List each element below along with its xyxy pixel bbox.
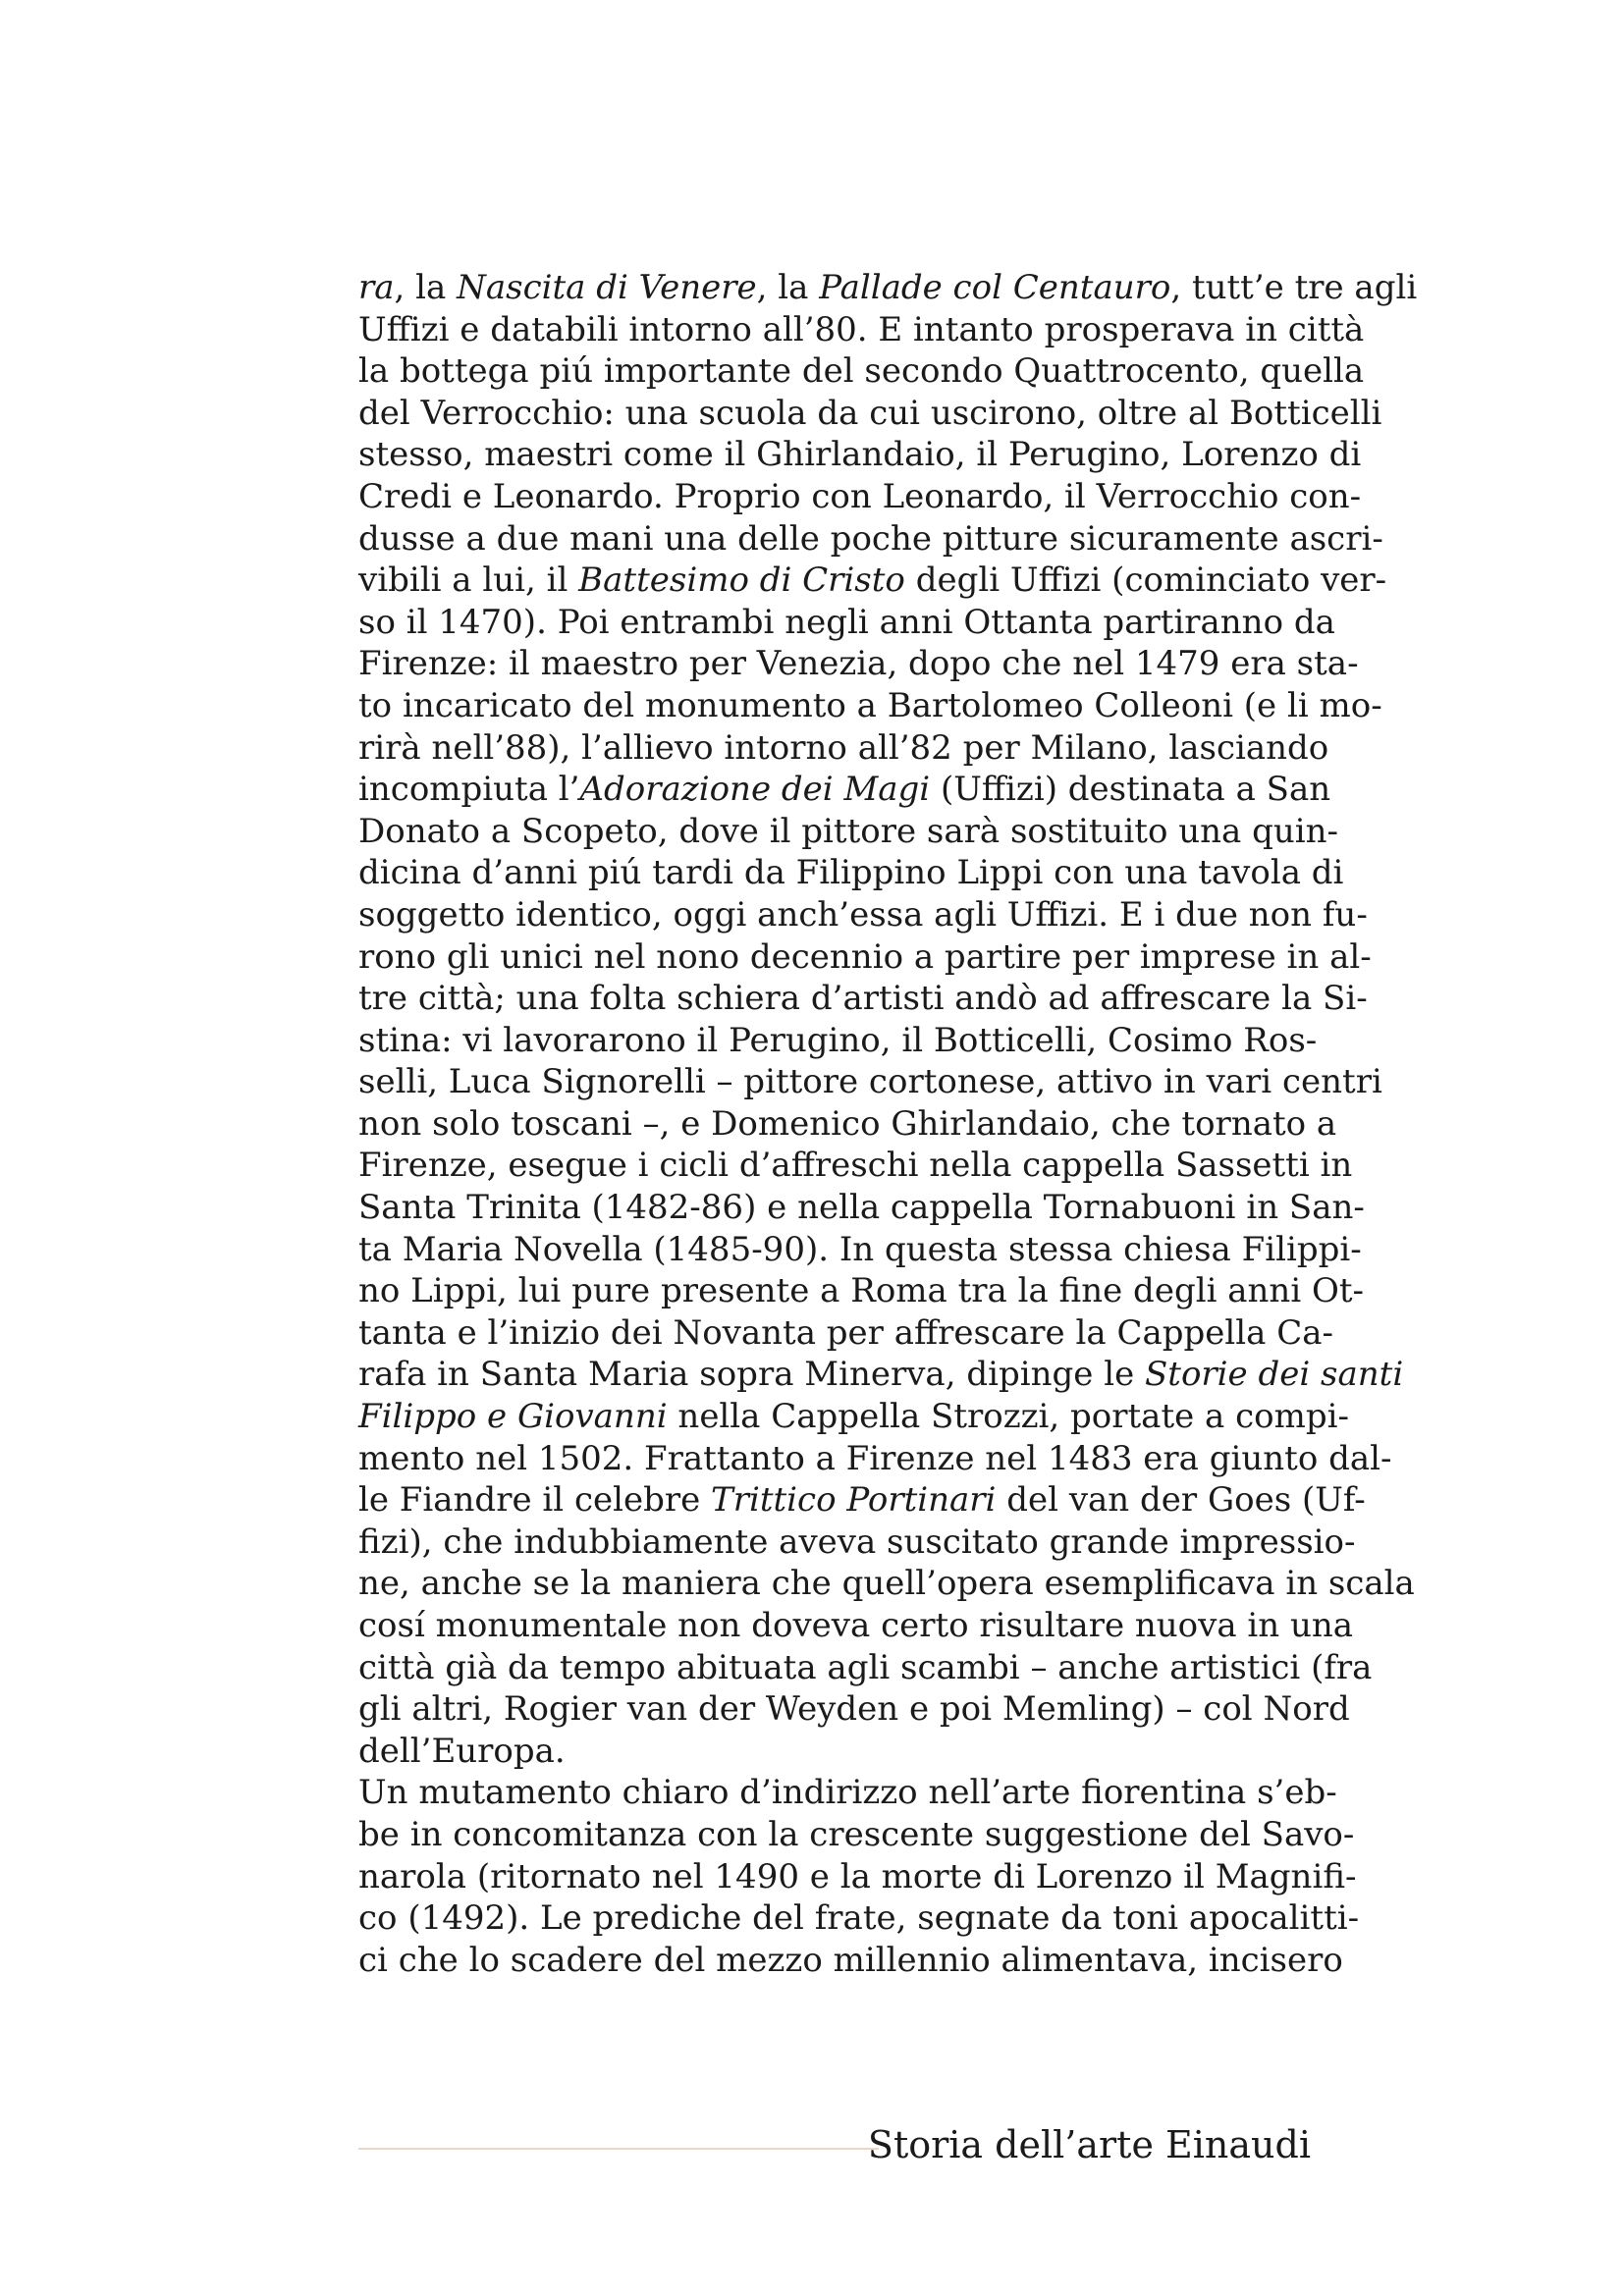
text-line — [358, 1731, 1311, 1773]
text-line — [358, 1438, 1392, 1480]
footer-rule — [358, 2148, 879, 2150]
text-run: gli altri, Rogier van der Weyden e poi Memling) – col Nord — [358, 1689, 1350, 1730]
text-run: rafa in Santa Maria sopra Minerva, dipinge le — [358, 1355, 1145, 1395]
text-run: nella Cappella Strozzi, portate a compi- — [667, 1397, 1349, 1437]
text-run: Firenze: il maestro per Venezia, dopo che nel 1479 era sta- — [358, 644, 1359, 684]
text-line — [358, 434, 1362, 476]
text-line — [358, 1897, 1360, 1940]
text-run: stina: vi lavorarono il Perugino, il Botticelli, Cosimo Ros- — [358, 1020, 1318, 1060]
text-line — [358, 518, 1383, 561]
text-run: del Verrocchio: una scuola da cui uscirono, oltre al Botticelli — [358, 393, 1382, 433]
italic-title: Battesimo di Cristo — [578, 561, 905, 601]
text-line — [358, 1563, 1415, 1605]
text-line — [358, 350, 1365, 393]
text-line — [358, 1354, 1404, 1396]
text-run: cosí monumentale non doveva certo risultare nuova in una — [358, 1606, 1354, 1645]
text-line — [358, 1145, 1353, 1187]
text-line — [358, 643, 1359, 685]
text-line — [358, 1020, 1318, 1062]
italic-title: ra — [358, 268, 395, 307]
text-run: Donato a Scopeto, dove il pittore sarà sostituito una quin- — [358, 811, 1339, 851]
text-line — [358, 309, 1365, 351]
text-line — [358, 393, 1382, 435]
text-line — [358, 852, 1344, 894]
text-run: tanta e l’inizio dei Novanta per affrescare la Cappella Ca- — [358, 1312, 1333, 1353]
text-run: fizi), che indubbiamente aveva suscitato grande impressio- — [358, 1522, 1356, 1562]
text-run: ci che lo scadere del mezzo millennio alimentava, incisero — [358, 1940, 1343, 1980]
text-run: rirà nell’88), l’allievo intorno all’82 per Milano, lasciando — [358, 727, 1329, 768]
text-run: soggetto identico, oggi anch’essa agli Uffizi. E i due non fu- — [358, 894, 1368, 934]
text-line — [358, 1396, 1349, 1438]
text-run: Uffizi e databili intorno all’80. E intanto prosperava in città — [358, 309, 1365, 349]
text-run: dusse a due mani una delle poche pitture sicuramente ascri- — [358, 518, 1383, 559]
text-line — [358, 1647, 1373, 1689]
text-run: ta Maria Novella (1485-90). In questa stessa chiesa Filippi- — [358, 1229, 1362, 1269]
italic-title: Nascita di Venere — [457, 268, 757, 307]
text-line — [358, 1479, 1366, 1522]
text-run: (Uffizi) destinata a San — [930, 770, 1331, 810]
text-run: Credi e Leonardo. Proprio con Leonardo, il Verrocchio con- — [358, 476, 1362, 516]
text-line — [358, 727, 1329, 770]
text-run: tre città; una folta schiera d’artisti andò ad affrescare la Si- — [358, 979, 1368, 1019]
text-run: selli, Luca Signorelli – pittore cortonese, attivo in vari centri — [358, 1062, 1382, 1102]
text-run: le Fiandre il celebre — [358, 1480, 712, 1521]
text-line — [358, 685, 1382, 727]
text-line — [358, 1772, 1337, 1814]
text-line — [358, 602, 1335, 644]
text-run: , tutt’e tre agli — [1170, 268, 1418, 307]
text-line — [358, 476, 1362, 518]
text-line — [358, 1103, 1337, 1146]
text-run: ne, anche se la maniera che quell’opera esemplificava in scala — [358, 1564, 1415, 1604]
text-run: narola (ritornato nel 1490 e la morte di Lorenzo il Magnifi- — [358, 1856, 1357, 1896]
text-run: be in concomitanza con la crescente suggestione del Savo- — [358, 1814, 1355, 1854]
text-line — [358, 978, 1368, 1020]
text-run: to incaricato del monumento a Bartolomeo Colleoni (e li mo- — [358, 685, 1382, 725]
text-run: mento nel 1502. Frattanto a Firenze nel 1483 era giunto dal- — [358, 1438, 1392, 1478]
text-line — [358, 1688, 1350, 1731]
text-run: Un mutamento chiaro d’indirizzo nell’arte fiorentina s’eb- — [358, 1773, 1337, 1813]
text-run: Firenze, esegue i cicli d’affreschi nella cappella Sassetti in — [358, 1146, 1353, 1186]
text-run: so il 1470). Poi entrambi negli anni Ottanta partiranno da — [358, 602, 1335, 642]
text-line — [358, 1605, 1354, 1647]
italic-title: Trittico Portinari — [711, 1480, 997, 1521]
text-run: degli Uffizi (cominciato ver- — [904, 561, 1387, 601]
italic-title: Pallade col Centauro — [819, 268, 1171, 307]
text-line — [358, 267, 1418, 309]
text-line — [358, 1061, 1382, 1103]
footer-label: Storia dell’arte Einaudi — [867, 2123, 1311, 2166]
text-line — [358, 1187, 1365, 1229]
text-line — [358, 811, 1339, 853]
text-run: Santa Trinita (1482-86) e nella cappella Tornabuoni in San- — [358, 1188, 1365, 1228]
text-run: no Lippi, lui pure presente a Roma tra la fine degli anni Ot- — [358, 1271, 1365, 1311]
text-run: incompiuta l’ — [358, 770, 580, 810]
text-line — [358, 1940, 1343, 1982]
text-line — [358, 1270, 1365, 1312]
text-line — [358, 1522, 1356, 1564]
text-run: del van der Goes (Uf- — [996, 1480, 1366, 1521]
text-run: la bottega piú importante del secondo Quattrocento, quella — [358, 351, 1365, 392]
body-text — [358, 267, 1418, 1981]
text-run: rono gli unici nel nono decennio a partire per imprese in al- — [358, 936, 1372, 977]
text-run: , la — [394, 268, 458, 307]
text-run: città già da tempo abituata agli scambi – anche artistici (fra — [358, 1647, 1373, 1687]
text-run: dell’Europa. — [358, 1731, 566, 1771]
text-line — [358, 936, 1372, 979]
text-line — [358, 894, 1368, 936]
text-run: stesso, maestri come il Ghirlandaio, il Perugino, Lorenzo di — [358, 435, 1362, 475]
text-line — [358, 769, 1331, 811]
text-line — [358, 1312, 1333, 1355]
italic-title: Filippo e Giovanni — [358, 1397, 668, 1437]
text-line — [358, 560, 1387, 602]
text-line — [358, 1814, 1355, 1856]
text-line — [358, 1856, 1357, 1898]
text-run: non solo toscani –, e Domenico Ghirlandaio, che tornato a — [358, 1103, 1337, 1144]
text-run: dicina d’anni piú tardi da Filippino Lippi con una tavola di — [358, 853, 1344, 893]
italic-title: Storie dei santi — [1145, 1355, 1404, 1395]
text-run: vibili a lui, il — [358, 561, 579, 601]
text-run: co (1492). Le prediche del frate, segnate da toni apocalitti- — [358, 1898, 1360, 1939]
italic-title: Adorazione dei Magi — [579, 770, 931, 810]
text-run: , la — [756, 268, 820, 307]
text-line — [358, 1229, 1362, 1271]
